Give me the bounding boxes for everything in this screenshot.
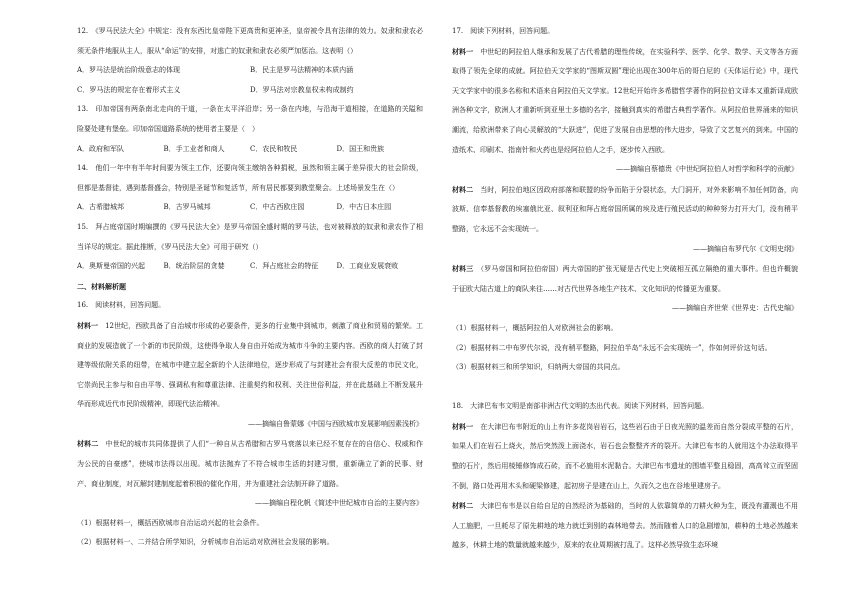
right-column: [452, 22, 798, 556]
option-d[interactable]: D．国王和贵族: [336, 144, 385, 153]
question-15-stem: 15. 拜占庭帝国时期编撰的《罗马民法大全》是罗马帝国全盛时期的罗马法，也对被释放的奴隶和隶农作了相当详尽的规定。据此推断，《罗马民法大全》可用于研究（）: [77, 222, 423, 251]
material-source: ——摘编自布罗代尔《文明史纲》: [693, 244, 798, 253]
option-d[interactable]: D．中古日本庄园: [336, 203, 392, 212]
option-b[interactable]: B．手工业者和商人: [163, 144, 225, 153]
option-b[interactable]: B．古罗马城邦: [163, 203, 211, 212]
material-text: （罗马帝国和阿拉伯帝国）两大帝国的扩张无疑是古代史上突破相互孤立隔绝的重大事件。但也许概貌于征欧大陆古道上的商队来往……对古代世界各地生产技术、文化知识的传播更为重要。: [452, 265, 798, 293]
option-c[interactable]: C．农民和牧民: [250, 144, 298, 153]
question-13-options: [77, 140, 423, 160]
question-13-stem: 13. 印加帝国有两条南北走向的干道，一条在太平洋沿岸；另一条在内地，与沿海干道相接，在道路的关隘和险要处建有堡垒。印加帝国道路系统的使用者主要是（ ）: [77, 105, 423, 133]
material-label: 材料三: [452, 264, 474, 274]
option-a[interactable]: A．政府和军队: [77, 144, 125, 153]
material-label: 材料二: [452, 184, 474, 194]
sub-question-1: （1）根据材料一，概括阿拉伯人对欧洲社会的影响。: [452, 323, 618, 332]
material-paragraph: [77, 316, 423, 415]
sub-question-2: （2）根据材料一、二并结合所学知识，分析城市自治运动对欧洲社会发展的影响。: [77, 538, 334, 547]
material-text: 中世纪的阿拉伯人继承和发展了古代希腊的理性传统，在实验科学、医学、化学、数学、天文等各方面取得了领先全球的成就。阿拉伯天文学家的“图斯双圆”理论出现在300年后的哥白尼的《天体运行论》中，现代天文学家中的很多名称和术语来自阿拉伯天文学家。12世纪开始许多希腊哲学著作的阿拉伯文译本又重新译成欧洲各种文字，欧洲人才重新听到亚里士多德的名字，接触到真实的希腊古典哲学著作。从阿拉伯世界涌来的知识潮流，给欧洲带来了向心灵解放的“大跃进”，促进了发展自由思想的伟大进步，导致了文艺复兴的到来。中国的造纸术、印刷术、指南针和火药也是经阿拉伯人之手，逐步传入西欧。: [452, 47, 798, 154]
material-text: 在大津巴布韦附近的山上有许多花岗岩岩石，这些岩石由于日夜光照的温差而自然分裂成平整的石片，如果人们在岩石上烧火，然后突然泼上面浇水，岩石也会整整齐齐的裂开。大津巴布韦的人就用这个办法取得平整的石片，然后用棱锤修饰成石砖，而不必施用水泥黏合。大津巴布韦遗址的围墙平整且稳固，高高耸立而坚固不倒，路口处再用木头和硬梁修建，起初房子是建在山上，久而久之也在谷地里建房子。: [452, 422, 798, 490]
question-12-stem: 12. 《罗马民法大全》中规定：没有东西比皇帝陛下更高贵和更神圣，皇帝被令具有法律的效力。奴隶和隶农必须无条件地服从主人，服从“命运”的安排，对逃亡的奴隶和隶农必须严加惩治。这表明（）: [77, 27, 423, 55]
question-14-stem: 14. 他们一年中有半年时间要为领主工作，还要向领主缴纳各种捐税，虽然和领主属于差异很大的社会阶级，但都是基督徒，遇到基督盛会，特别是圣诞节和复活节，所有居民都要到教堂聚会。上述场景发生在（）: [77, 164, 423, 192]
material-paragraph: [452, 180, 798, 240]
material-source: ——摘编自鲁蒙娜《中国与西欧城市发展影响因素浅析》: [248, 419, 423, 428]
option-c[interactable]: C．拜占庭社会的特征: [250, 262, 319, 271]
material-source: ——摘编自齐世荣《世界史：古代史编》: [672, 304, 798, 313]
option-c[interactable]: C．罗马法的规定存在着形式主义: [77, 85, 181, 94]
material-label: 材料一: [452, 421, 474, 431]
question-15-options: [77, 257, 423, 277]
material-paragraph: [452, 496, 798, 556]
material-paragraph: [452, 42, 798, 161]
sub-question-1: （1）根据材料一，概括西欧城市自治运动兴起的社会条件。: [77, 518, 264, 527]
material-label: 材料二: [452, 501, 474, 511]
material-text: 大津巴布韦是以自给自足的自然经济为基础的，当时的人依靠简单的刀耕火种为生，既没有灌溉也不用人工施肥，一旦耗尽了原先耕地的地力就迁到别的森林地带去。然而随着人口的急剧增加，耕种的土地必然越来越多，休耕土地的数量就越来越少，原来的农业周期被打乱了。这样必然导致生态环境: [452, 502, 798, 550]
question-12-options: [77, 61, 423, 100]
sub-question-3: （3）根据材料三和所学知识，归纳两大帝国的共同点。: [452, 363, 625, 372]
spacer: [452, 378, 798, 398]
option-a[interactable]: A．古希腊城邦: [77, 203, 125, 212]
material-label: 材料一: [77, 320, 99, 330]
material-source: ——摘编自蔡德贵《中世纪阿拉伯人对哲学和科学的贡献》: [616, 165, 798, 174]
option-a[interactable]: A．奥斯曼帝国的兴起: [77, 262, 146, 271]
material-source: ——摘编自程化帆《简述中世纪城市自治的主要内容》: [255, 499, 423, 508]
option-a[interactable]: A．罗马法是统治阶级意志的体现: [77, 66, 181, 75]
option-b[interactable]: B．民主是罗马法精神的本质内涵: [250, 66, 354, 75]
material-text: 12世纪，西欧具备了自治城市形成的必要条件，更多的行业集中到城市，刺激了商业和贸易的繁荣。工商业的发展造就了一个新的市民阶级，这使得争取人身自由开始成为城市斗争的主要内容。西欧的商人打破了封建等级依附关系的纽带，在城市中建立起全新的个人法律地位，逐步形成了与封建社会有很大反差的市民文化，它崇尚民主参与和自由平等、强调私有和尊重法律、注重契约和权利、关注世俗利益，并在此基础上不断发展升华而形成近代市民阶级精神，即现代法治精神。: [77, 321, 424, 409]
option-d[interactable]: D．罗马法对宗教皇权未构成制约: [250, 85, 354, 94]
option-d[interactable]: D．工商业发展衰败: [336, 262, 399, 271]
option-b[interactable]: B．统治阶层的贪婪: [163, 262, 225, 271]
material-paragraph: [452, 417, 798, 496]
material-paragraph: [77, 434, 423, 494]
question-14-options: [77, 198, 423, 218]
sub-question-2: （2）根据材料二中布罗代尔说，没有稍平整路，阿拉伯半岛“永远不会实现统一”，作如何评价这句话。: [452, 343, 772, 352]
material-paragraph: [452, 259, 798, 299]
question-17-stem: 17. 阅读下列材料，回答问题。: [452, 27, 555, 35]
question-18-stem: 18. 大津巴布韦文明是南部非洲古代文明的杰出代表。阅读下列材料，回答问题。: [452, 402, 709, 411]
material-label: 材料一: [452, 46, 474, 56]
material-text: 中世纪的城市共同体提供了人们“一种自从古希腊和古罗马衰落以来已经不复存在的自信心、权威和作为公民的自豪感”，使城市法得以出现。城市法抛弃了不符合城市生活的封建习惯，重新确立了新的民事、财产、商业制度，对瓦解封建制度起着积极的催化作用，并为重建社会法制开辟了道路。: [77, 440, 424, 488]
section-heading: 二、材料解析题: [77, 281, 126, 291]
material-label: 材料二: [77, 439, 99, 449]
question-16-stem: 16. 阅读材料，回答问题。: [77, 301, 166, 310]
material-text: 当时，阿拉伯地区因政府部落和联盟的纷争而陷于分裂状态，大门洞开，对外来影响不加任何防备，向波斯、信奉基督教的埃塞俄比亚、叙利亚和拜占庭帝国所属的埃及进行殖民活动的种种努力打开大门，没有稍平整路，它永远不会实现统一。: [452, 185, 798, 233]
left-column: [77, 22, 423, 553]
option-c[interactable]: C．中古西欧庄园: [250, 203, 305, 212]
